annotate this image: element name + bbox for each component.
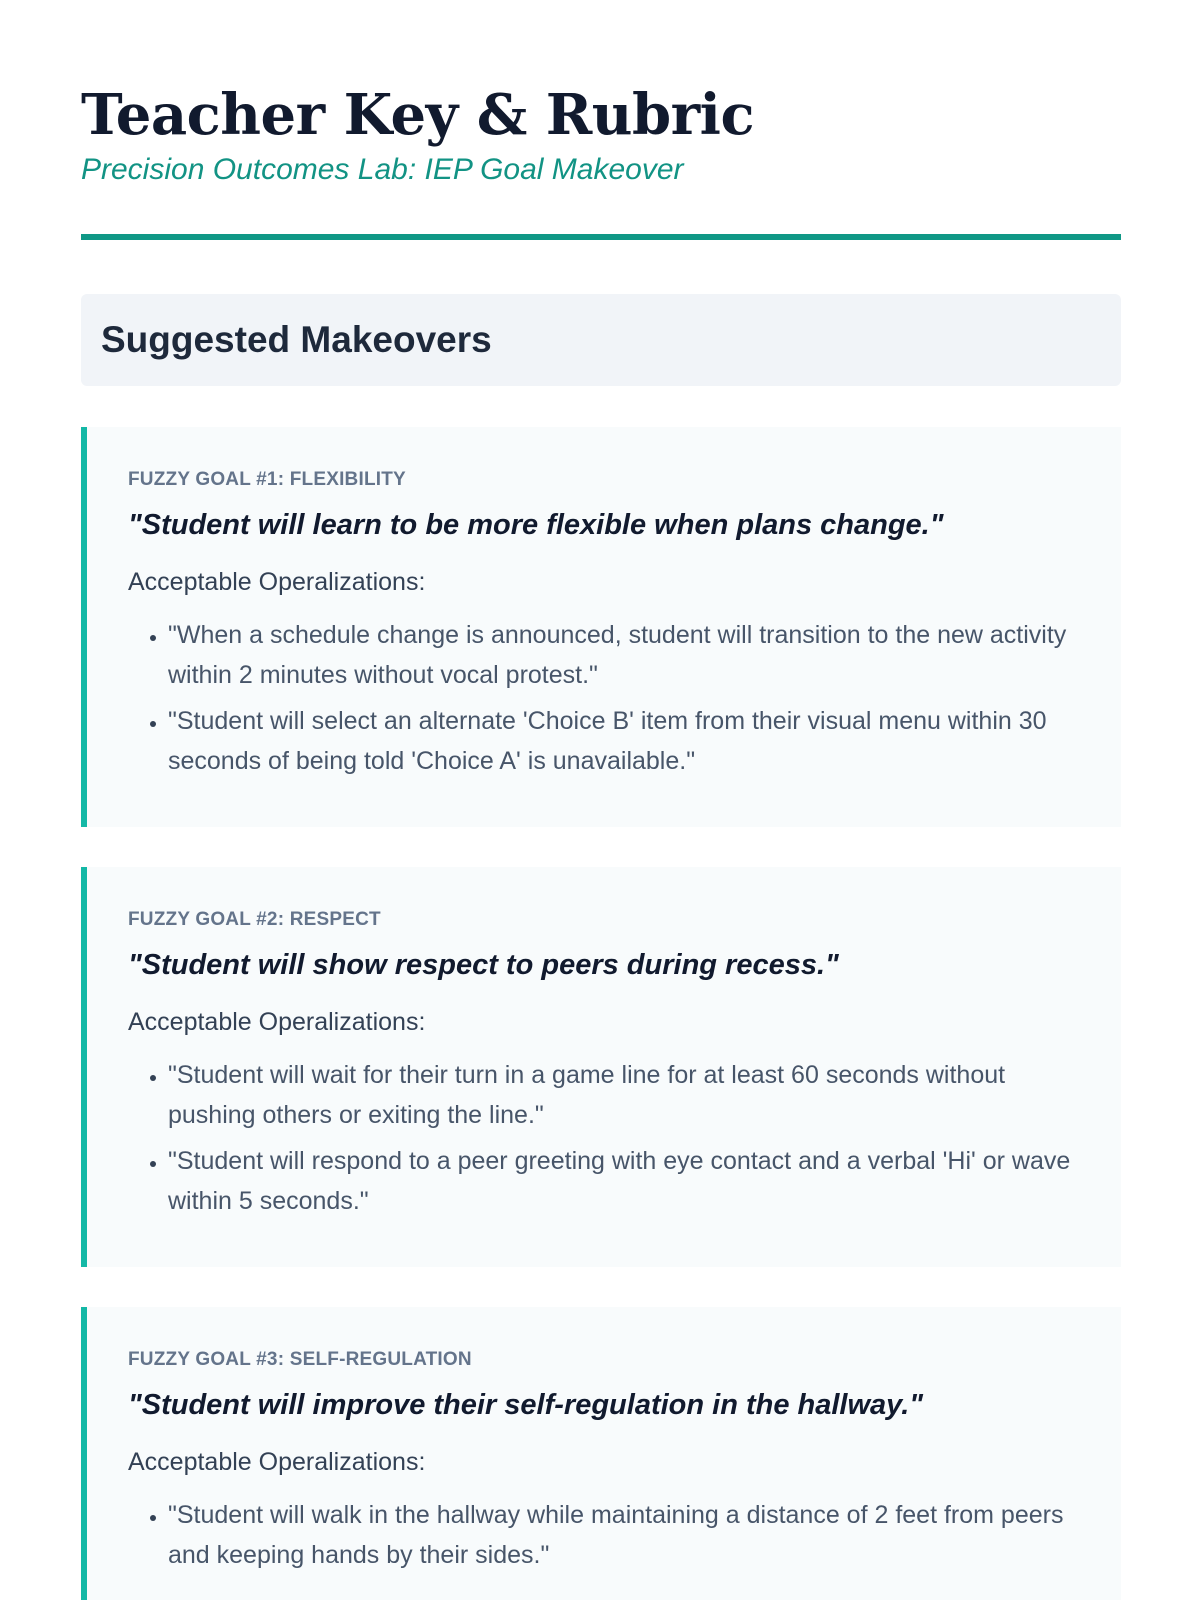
operalization-item: • "When a schedule change is announced, student will transition to the new activity within 2 minutes without vocal protest." bbox=[168, 615, 1091, 695]
operalization-item: • "Student will select an alternate 'Choice B' item from their visual menu within 30 seconds of being told 'Choice A' is unavailable." bbox=[168, 701, 1091, 781]
operalizations-list bbox=[128, 1055, 1091, 1221]
section-title: Suggested Makeovers bbox=[101, 319, 492, 360]
operalizations-heading: Acceptable Operalizations: bbox=[128, 568, 426, 596]
goal-card-flexibility bbox=[81, 427, 1121, 827]
header-divider bbox=[81, 234, 1121, 240]
page-subtitle: Precision Outcomes Lab: IEP Goal Makeover bbox=[81, 153, 684, 186]
operalizations-list bbox=[128, 615, 1091, 781]
operalizations-list bbox=[128, 1495, 1091, 1575]
operalizations-heading: Acceptable Operalizations: bbox=[128, 1448, 426, 1476]
goal-label: FUZZY GOAL #1: FLEXIBILITY bbox=[128, 469, 406, 490]
section-header bbox=[81, 294, 1121, 386]
operalizations-heading: Acceptable Operalizations: bbox=[128, 1008, 426, 1036]
goal-label: FUZZY GOAL #2: RESPECT bbox=[128, 909, 381, 930]
goal-label: FUZZY GOAL #3: SELF-REGULATION bbox=[128, 1349, 472, 1370]
operalization-item: • "Student will walk in the hallway while maintaining a distance of 2 feet from peers and keeping hands by their sides." bbox=[168, 1495, 1091, 1575]
operalization-item: • "Student will respond to a peer greeting with eye contact and a verbal 'Hi' or wave within 5 seconds." bbox=[168, 1141, 1091, 1221]
goal-card-self-regulation bbox=[81, 1307, 1121, 1600]
goal-quote: "Student will improve their self-regulation in the hallway." bbox=[128, 1389, 924, 1421]
goal-card-respect bbox=[81, 867, 1121, 1267]
page-title: Teacher Key & Rubric bbox=[81, 82, 755, 148]
goal-quote: "Student will show respect to peers during recess." bbox=[128, 949, 839, 981]
operalization-item: • "Student will wait for their turn in a game line for at least 60 seconds without pushing others or exiting the line." bbox=[168, 1055, 1091, 1135]
goal-quote: "Student will learn to be more flexible when plans change." bbox=[128, 509, 944, 541]
